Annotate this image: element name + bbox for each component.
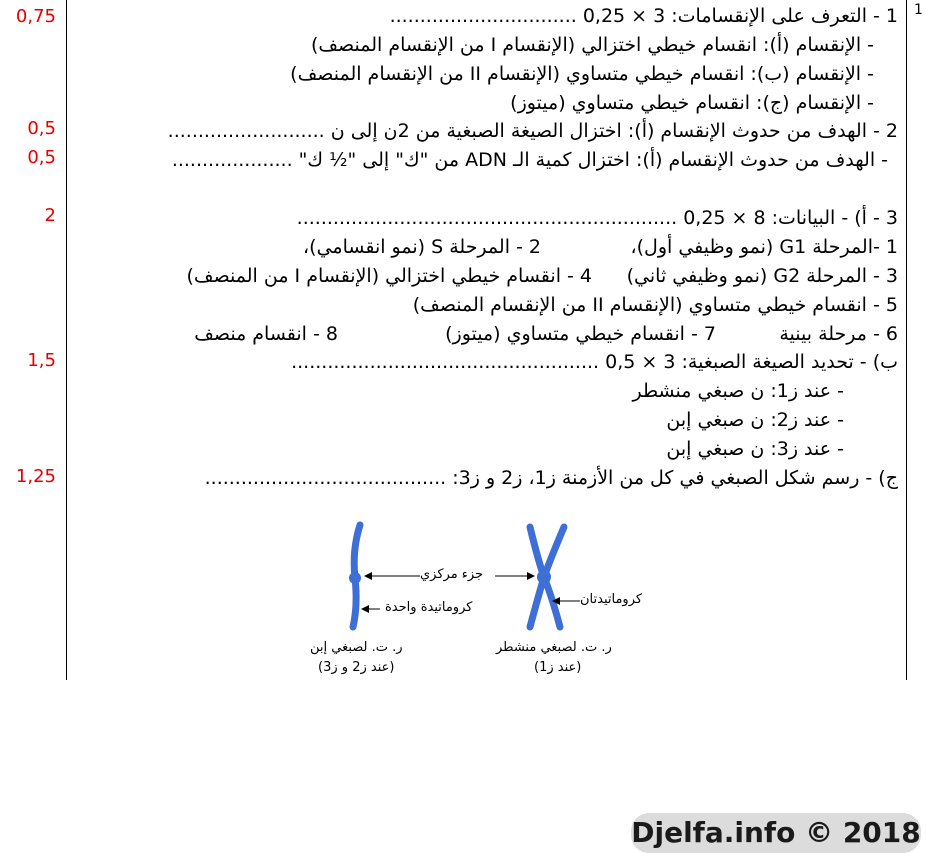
q3b-z3: - عند ز3: ن صبغي إبن [666,438,844,460]
centromere-label: جزء مركزي [420,567,484,582]
q3b-heading: ب) - تحديد الصيغة الصبغية: 3 × 0,5 ................................................... [291,351,898,373]
duplicated-caption-2: (عند ز1) [534,660,582,675]
q1-heading: 1 - التعرف على الإنقسامات: 3 × 0,25 ............................... [389,5,898,27]
score-q3a: 2 [44,205,56,226]
q3a-item-7: 7 - انقسام خيطي متساوي (ميتوز) [445,323,716,345]
q1-division-c: - الإنقسام (ج): انقسام خيطي متساوي (ميتوز) [510,92,874,114]
q3a-item-5: 5 - انقسام خيطي متساوي (الإنقسام II من الإنقسام المنصف) [412,294,898,316]
score-column-rule [66,0,67,680]
centromere-arrowhead-right [527,572,535,580]
single-chromatid-arrowhead [361,605,369,613]
score-q2b: 0,5 [27,147,56,168]
daughter-caption-2: (عند ز2 و ز3) [318,660,395,675]
q1-division-b: - الإنقسام (ب): انقسام خيطي متساوي (الإنقسام II من الإنقسام المنصف) [290,63,874,85]
duplicated-centromere [537,570,551,584]
right-margin-rule [906,0,907,680]
q2-goal-2: - الهدف من حدوث الإنقسام (أ): اختزال كمية الـ ADN من "ك" إلى "½ ك" .................... [171,149,888,171]
q3a-item-6: 6 - مرحلة بينية [779,323,898,345]
q3b-z2: - عند ز2: ن صبغي إبن [666,409,844,431]
q1-division-a: - الإنقسام (أ): انقسام خيطي اختزالي (الإنقسام I من الإنقسام المنصف) [310,34,874,56]
q2-goal-1: 2 - الهدف من حدوث الإنقسام (أ): اختزال الصيغة الصبغية من 2ن إلى ن .......................... [167,120,898,142]
score-q3c: 1,25 [15,466,56,487]
q3a-item-1: 1 -المرحلة G1 (نمو وظيفي أول)، [630,236,898,258]
single-chromatid-label: كروماتيدة واحدة [385,600,473,615]
daughter-centromere [349,572,361,584]
score-q2a: 0,5 [27,118,56,139]
daughter-caption-1: ر. ت. لصبغي إبن [310,640,403,655]
score-q3b: 1,5 [27,350,56,371]
chromatids-label: كروماتيدتان [580,592,643,607]
watermark: Djelfa.info © 2018 [631,813,921,853]
centromere-arrowhead-left [364,572,372,580]
q3a-item-3: 3 - المرحلة G2 (نمو وظيفي ثاني) [626,265,898,287]
q3c-heading: ج) - رسم شكل الصبغي في كل من الأزمنة ز1، ز2 و ز3: ........................................ [204,467,898,489]
q3a-item-2: 2 - المرحلة S (نمو انقسامي)، [303,236,541,258]
edge-mark: 1 [914,2,923,18]
score-q1: 0,75 [15,6,56,27]
q3b-z1: - عند ز1: ن صبغي منشطر [632,380,844,402]
q3a-item-4: 4 - انقسام خيطي اختزالي (الإنقسام I من المنصف) [186,265,592,287]
q3a-heading: 3 - أ) - البيانات: 8 × 0,25 ............................................................... [296,207,898,229]
q3a-item-8: 8 - انقسام منصف [194,323,338,345]
duplicated-caption-1: ر. ت. لصبغي منشطر [496,640,612,655]
